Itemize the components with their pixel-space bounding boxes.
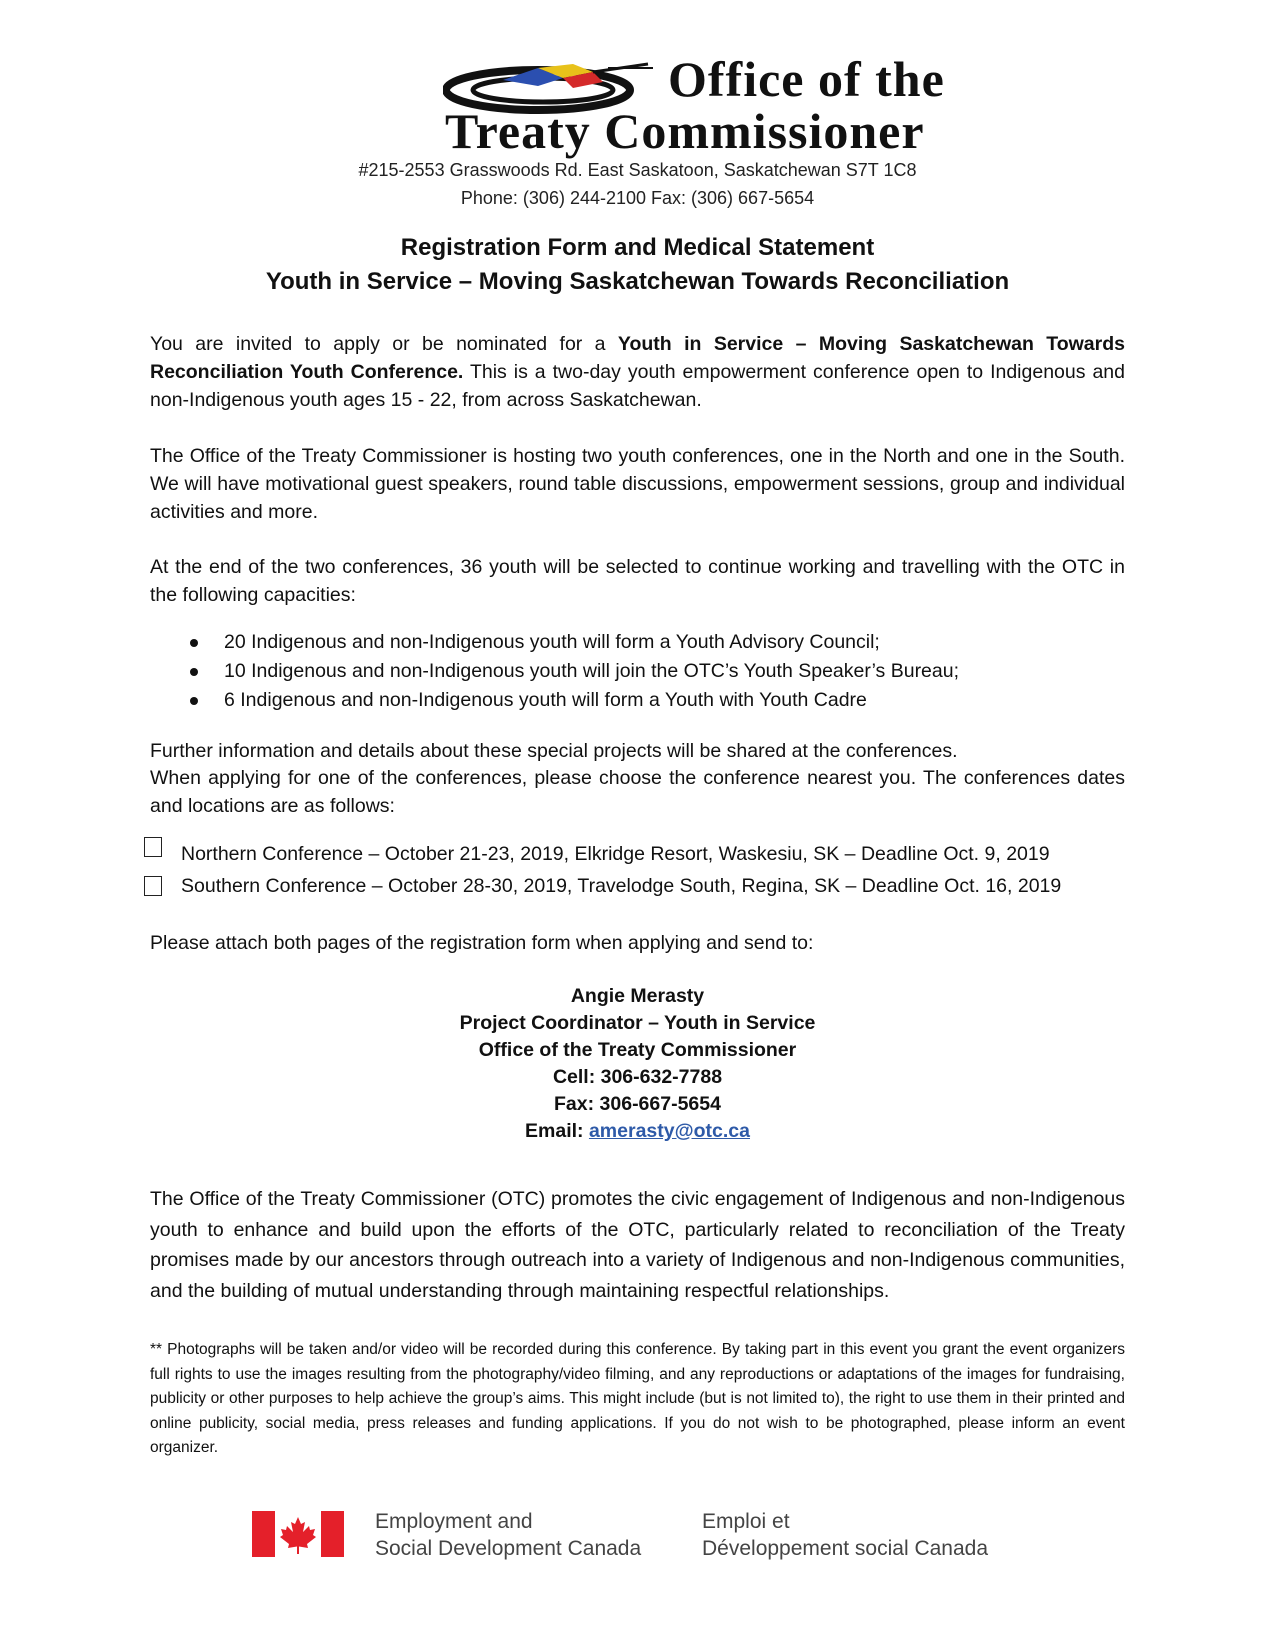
list-item: 10 Indigenous and non-Indigenous youth will join the OTC’s Youth Speaker’s Bureau;: [190, 657, 1090, 686]
esdc-english: Employment and Social Development Canada: [375, 1510, 642, 1560]
contact-fax: Fax: 306-667-5654: [554, 1093, 721, 1115]
org-name-line2: Treaty Commissioner: [445, 103, 925, 159]
selection-paragraph: At the end of the two conferences, 36 youth will be selected to continue working and travelling with the OTC in the following capacities:: [150, 556, 1125, 606]
list-item: 6 Indigenous and non-Indigenous youth will form a Youth with Youth Cadre: [190, 686, 1090, 715]
choose-conference-text: When applying for one of the conferences, please choose the conference nearest you. The conferences dates and locations are as follows:: [150, 767, 1125, 817]
esdc-french: Emploi et Développement social Canada: [702, 1510, 989, 1560]
page-subtitle: Youth in Service – Moving Saskatchewan Towards Reconciliation: [265, 268, 1010, 295]
northern-conference-checkbox[interactable]: [144, 837, 162, 857]
attach-instructions: Please attach both pages of the registration form when applying and send to:: [150, 932, 814, 954]
southern-conference-checkbox[interactable]: [144, 876, 162, 896]
bullet-icon: [190, 668, 198, 676]
contact-email-line: Email: amerasty@otc.ca: [525, 1120, 750, 1142]
contact-role: Project Coordinator – Youth in Service: [459, 1012, 816, 1034]
maple-leaf-flag-icon: [252, 1511, 344, 1557]
contact-cell: Cell: 306-632-7788: [552, 1066, 723, 1088]
esdc-signature: [252, 1511, 1052, 1571]
otc-logo: [443, 50, 1003, 160]
org-name-line1: Office of the: [668, 51, 945, 107]
southern-conference-label: Southern Conference – October 28-30, 2019, Travelodge South, Regina, SK – Deadline Oct. 16, 2019: [181, 875, 1062, 897]
bullet-icon: [190, 697, 198, 705]
bullet-icon: [190, 639, 198, 647]
address: #215-2553 Grasswoods Rd. East Saskatoon, Saskatchewan S7T 1C8: [358, 160, 917, 180]
phone-fax: Phone: (306) 244-2100 Fax: (306) 667-5654: [460, 188, 815, 208]
list-item: 20 Indigenous and non-Indigenous youth will form a Youth Advisory Council;: [190, 628, 1090, 657]
further-info-line: Further information and details about these special projects will be shared at the conferences.: [150, 740, 958, 762]
intro-paragraph: You are invited to apply or be nominated for a Youth in Service – Moving Saskatchewan Towards Reconciliation Youth Conference. This is a two-day youth empowerment conference open to Indigenous and non-Indigenous youth ages 15 - 22, from across Saskatchewan.: [150, 333, 1125, 411]
email-link[interactable]: amerasty@otc.ca: [588, 1120, 750, 1142]
contact-org: Office of the Treaty Commissioner: [478, 1039, 797, 1061]
contact-name: Angie Merasty: [570, 985, 705, 1007]
northern-conference-label: Northern Conference – October 21-23, 2019, Elkridge Resort, Waskesiu, SK – Deadline Oct. 9, 2019: [181, 843, 1050, 865]
photo-release-note: ** Photographs will be taken and/or video will be recorded during this conference. By taking part in this event you grant the event organizers full rights to use the images resulting from the photography/video filming, and any reproductions or adaptations of the images for fundraising, publicity or other purposes to help achieve the group’s aims. This might include (but is not limited to), the right to use them in their printed and online publicity, social media, press releases and funding applications. If you do not wish to be photographed, please inform an event organizer.: [150, 1341, 1125, 1456]
page-title: Registration Form and Medical Statement: [400, 234, 875, 261]
capacities-list: [190, 628, 1090, 715]
mission-paragraph: The Office of the Treaty Commissioner (OTC) promotes the civic engagement of Indigenous and non-Indigenous youth to enhance and build upon the efforts of the OTC, particularly related to reconciliation of the Treaty promises made by our ancestors through outreach into a variety of Indigenous and non-Indigenous communities, and the building of mutual understanding through maintaining respectful relationships.: [150, 1188, 1125, 1302]
hosting-paragraph: The Office of the Treaty Commissioner is hosting two youth conferences, one in the North and one in the South. We will have motivational guest speakers, round table discussions, empowerment sessions, group and individual activities and more.: [150, 445, 1125, 523]
